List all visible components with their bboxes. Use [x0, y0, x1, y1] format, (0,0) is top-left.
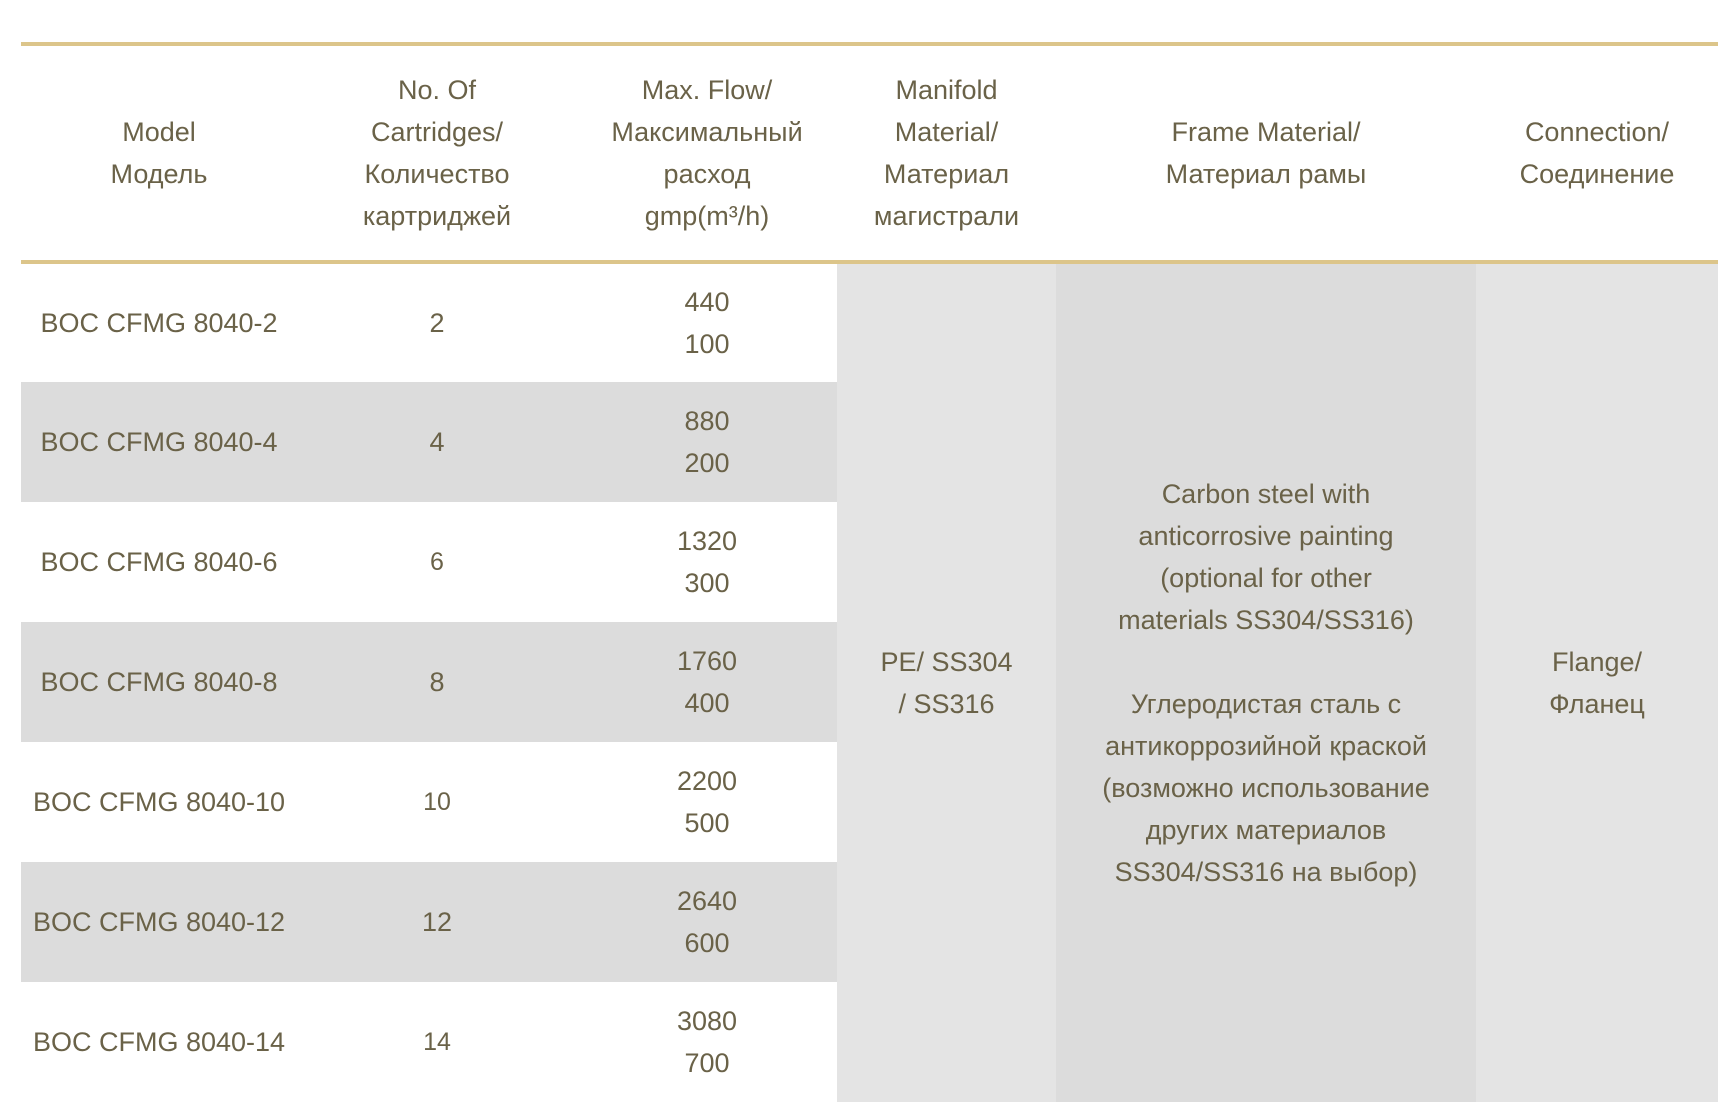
- header-manifold-material: Manifold Material/ Материал магистрали: [837, 44, 1056, 262]
- cartridges-cell: 12: [297, 862, 577, 982]
- flow-cell: 2200 500: [676, 766, 738, 838]
- flow-cell: 1320 300: [676, 526, 738, 598]
- flow-cell: 3080 700: [676, 1006, 738, 1078]
- model-cell: BOC CFMG 8040-6: [40, 547, 278, 577]
- connection-cell: Flange/ Фланец: [1476, 262, 1718, 1102]
- cartridges-cell: 6: [430, 548, 444, 576]
- flow-cell: 2640 600: [577, 862, 837, 982]
- cartridges-cell: 10: [423, 788, 451, 816]
- model-cell: BOC CFMG 8040-2: [40, 308, 278, 338]
- header-connection: Connection/ Соединение: [1476, 44, 1718, 262]
- specification-table: [21, 42, 1718, 1102]
- frame-material-english: Carbon steel with anticorrosive painting (optional for other materials SS304/SS316): [1118, 479, 1414, 635]
- manifold-material-cell: PE/ SS304 / SS316: [837, 262, 1056, 1102]
- table-header-row: [21, 44, 1718, 262]
- model-cell: BOC CFMG 8040-10: [32, 787, 286, 817]
- cartridges-cell: 2: [429, 308, 445, 338]
- flow-cell: 1760 400: [577, 622, 837, 742]
- cartridges-cell: 4: [297, 382, 577, 502]
- header-cartridges: No. Of Cartridges/ Количество картриджей: [297, 44, 577, 262]
- frame-material-russian: Углеродистая сталь с антикоррозийной краской (возможно использование других материалов SS304/SS316 на выбор): [1102, 689, 1430, 887]
- model-cell: BOC CFMG 8040-12: [21, 862, 297, 982]
- flow-cell: 880 200: [577, 382, 837, 502]
- model-cell: BOC CFMG 8040-8: [21, 622, 297, 742]
- model-cell: BOC CFMG 8040-4: [21, 382, 297, 502]
- model-cell: BOC CFMG 8040-14: [32, 1027, 286, 1057]
- cartridges-cell: 8: [297, 622, 577, 742]
- frame-material-cell: [1056, 262, 1476, 1102]
- header-frame-material: Frame Material/ Материал рамы: [1056, 44, 1476, 262]
- header-max-flow: Max. Flow/ Максимальный расход gmp(m³/h): [577, 44, 837, 262]
- table-row: [21, 262, 1718, 382]
- cartridges-cell: 14: [423, 1028, 451, 1056]
- header-model: Model Модель: [21, 44, 297, 262]
- flow-cell: 440 100: [684, 287, 730, 359]
